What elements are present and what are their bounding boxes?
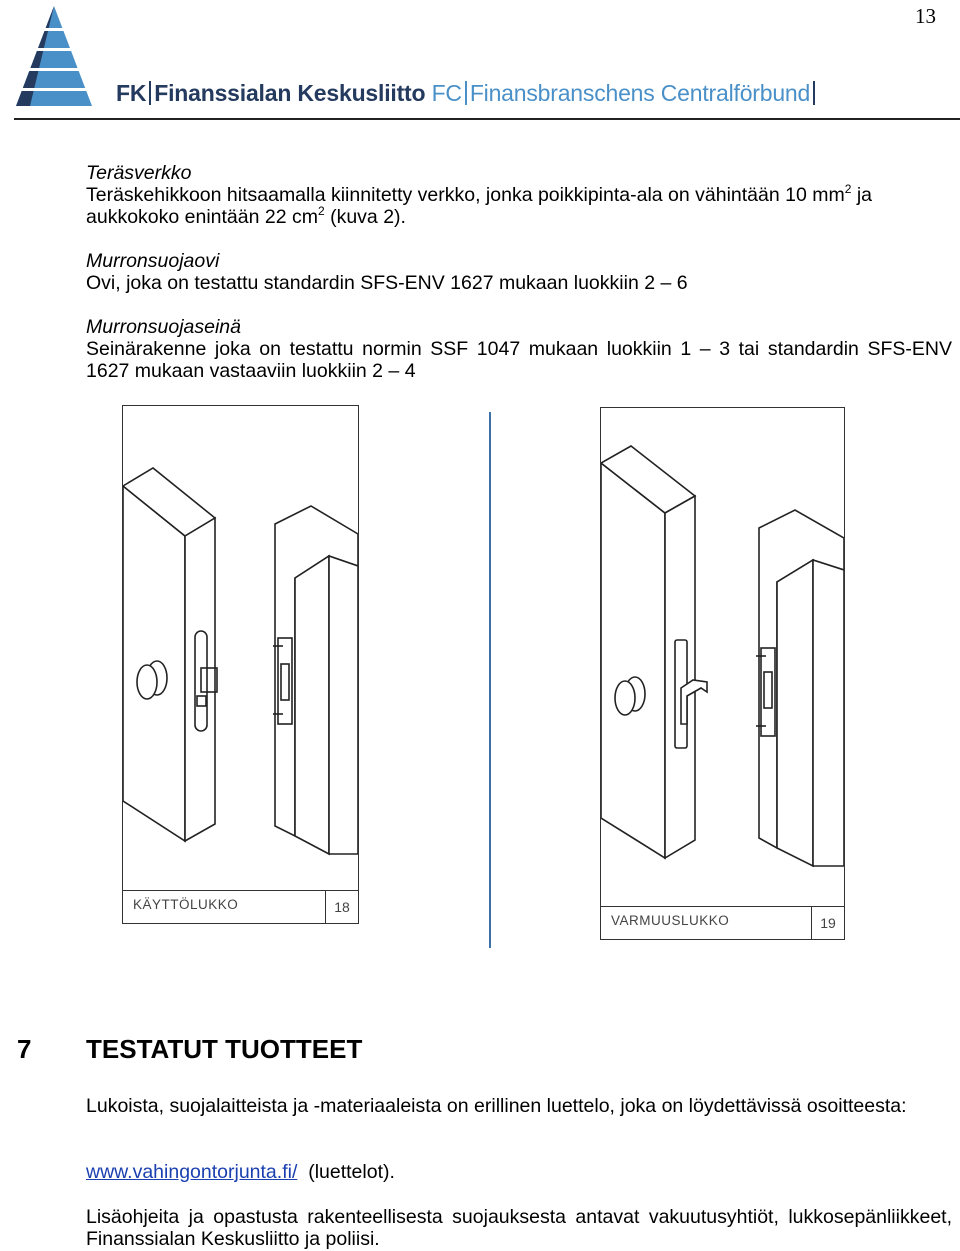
figure-kayttolukko <box>122 405 359 924</box>
definition-text: Ovi, joka on testattu standardin SFS-ENV 1627 mukaan luokkiin 2 – 6 <box>86 272 688 294</box>
brand-fk: FK <box>116 80 147 106</box>
figure-varmuuslukko <box>600 407 845 940</box>
page-header <box>0 0 960 125</box>
brand-separator <box>465 81 467 105</box>
header-rule <box>14 118 960 120</box>
section-title: TESTATUT TUOTTEET <box>86 1034 363 1064</box>
section-number: 7 <box>17 1034 32 1064</box>
brand-separator <box>149 81 151 105</box>
link-suffix: (luettelot). <box>297 1161 395 1183</box>
brand-name <box>116 80 818 107</box>
definition-terasverkko <box>86 162 952 228</box>
definition-text: Seinärakenne joka on testattu normin SSF 1047 mukaan luokkiin 1 – 3 tai standardin SFS-ENV 1627 mukaan vastaaviin luokkiin 2 – 4 <box>86 338 952 382</box>
superscript: 2 <box>317 204 325 218</box>
section-paragraph-1: Lukoista, suojalaitteista ja -materiaaleista on erillinen luettelo, joka on löydettävissä osoitteesta: <box>86 1095 907 1117</box>
definition-murronsuojaseina <box>86 316 952 382</box>
superscript: 2 <box>844 182 852 196</box>
definition-text-part: ja <box>851 184 873 206</box>
figure-caption: KÄYTTÖLUKKO <box>133 897 239 912</box>
figure-caption: VARMUUSLUKKO <box>611 913 730 928</box>
brand-fk-name: Finanssialan Keskusliitto <box>154 80 426 106</box>
section-paragraph-2: Lisäohjeita ja opastusta rakenteellisesta suojauksesta antavat vakuutusyhtiöt, lukkosepänliikkeet, Finanssialan Keskusliitto ja poliisi. <box>86 1206 952 1250</box>
figure-divider <box>489 412 491 948</box>
figure-number: 18 <box>325 891 358 923</box>
definition-text-part: Teräskehikkoon hitsaamalla kiinnitetty verkko, jonka poikkipinta-ala on vähintään 10 mm <box>86 184 845 206</box>
figure-number: 19 <box>811 907 844 939</box>
brand-fc: FC <box>431 80 462 106</box>
definition-text <box>86 184 952 228</box>
brand-fc-name: Finansbranschens Centralförbund <box>469 80 811 106</box>
definition-text-part: aukkokoko enintään 22 cm <box>86 206 318 228</box>
fk-logo-icon <box>14 4 94 110</box>
figure-caption-row <box>123 890 358 923</box>
definition-term: Teräsverkko <box>86 162 192 184</box>
door-lock-drawing-icon <box>123 406 358 891</box>
definition-text-part: (kuva 2). <box>324 206 406 228</box>
definition-term: Murronsuojaovi <box>86 250 220 272</box>
definition-term: Murronsuojaseinä <box>86 316 242 338</box>
page-number: 13 <box>915 4 936 28</box>
door-deadlock-drawing-icon <box>601 408 844 907</box>
brand-separator <box>813 81 815 105</box>
vahingontorjunta-link[interactable]: www.vahingontorjunta.fi/ <box>86 1161 298 1183</box>
figure-caption-row <box>601 906 844 939</box>
definition-murronsuojaovi <box>86 250 952 294</box>
section-link-line <box>86 1161 952 1183</box>
